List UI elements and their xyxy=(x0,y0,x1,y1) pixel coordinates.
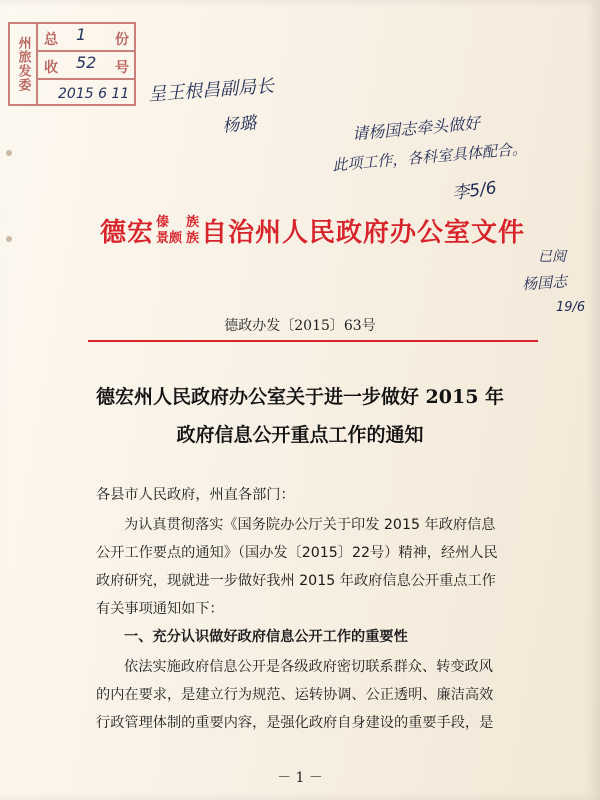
stamp-row-total: 总 1 份 xyxy=(38,24,134,52)
handwritten-note: 呈王根昌副局长 xyxy=(147,75,275,106)
binding-hole xyxy=(6,236,12,242)
handwritten-margin-note: 19/6 xyxy=(556,300,586,315)
header-stacked-text: 傣 景颇 xyxy=(156,214,183,246)
salutation: 各县市人民政府，州直各部门： xyxy=(96,487,295,503)
paragraph-line: 公开工作要点的通知》（国办发〔2015〕22号）精神，经州人民 xyxy=(96,545,498,561)
notice-title: 德宏州人民政府办公室关于进一步做好 2015 年 xyxy=(95,386,505,408)
notice-title: 政府信息公开重点工作的通知 xyxy=(176,424,424,446)
handwritten-instruction: 请杨国志牵头做好 xyxy=(351,113,481,144)
document-header: 德宏 傣 景颇 族 族 自治州人民政府办公室文件 xyxy=(100,214,526,248)
binding-hole xyxy=(6,150,12,156)
paragraph-line: 行政管理体制的重要内容，是强化政府自身建设的重要手段，是 xyxy=(96,715,494,731)
paragraph-line: 依法实施政府信息公开是各级政府密切联系群众、转变政风 xyxy=(124,659,493,675)
paragraph-line: 政府研究，现就进一步做好我州 2015 年政府信息公开重点工作 xyxy=(96,573,496,589)
paragraph-line: 有关事项通知如下： xyxy=(96,601,224,617)
handwritten-margin-note: 杨国志 xyxy=(521,272,568,294)
stamp-org: 州旅发委 xyxy=(10,24,38,104)
receipt-stamp xyxy=(8,22,136,106)
paragraph-line: 为认真贯彻落实《国务院办公厅关于印发 2015 年政府信息 xyxy=(124,517,496,533)
document-number: 德政办发〔2015〕63号 xyxy=(224,318,376,334)
paragraph-line: 的内在要求，是建立行为规范、运转协调、公正透明、廉洁高效 xyxy=(96,687,494,703)
page-number: － 1 － xyxy=(277,770,323,786)
section-heading: 一、充分认识做好政府信息公开工作的重要性 xyxy=(124,629,408,645)
stamp-row-date: 2015 6 11 xyxy=(58,86,130,102)
stamp-row-received: 收 52 号 xyxy=(38,52,134,80)
handwritten-margin-note: 已阅 xyxy=(538,249,566,265)
header-stacked-text: 族 族 xyxy=(186,214,200,246)
handwritten-signature: 杨璐 xyxy=(221,113,258,137)
handwritten-instruction: 此项工作，各科室具体配合。 xyxy=(331,139,528,175)
red-divider xyxy=(88,340,538,342)
handwritten-signature: 李5/6 xyxy=(451,177,498,204)
